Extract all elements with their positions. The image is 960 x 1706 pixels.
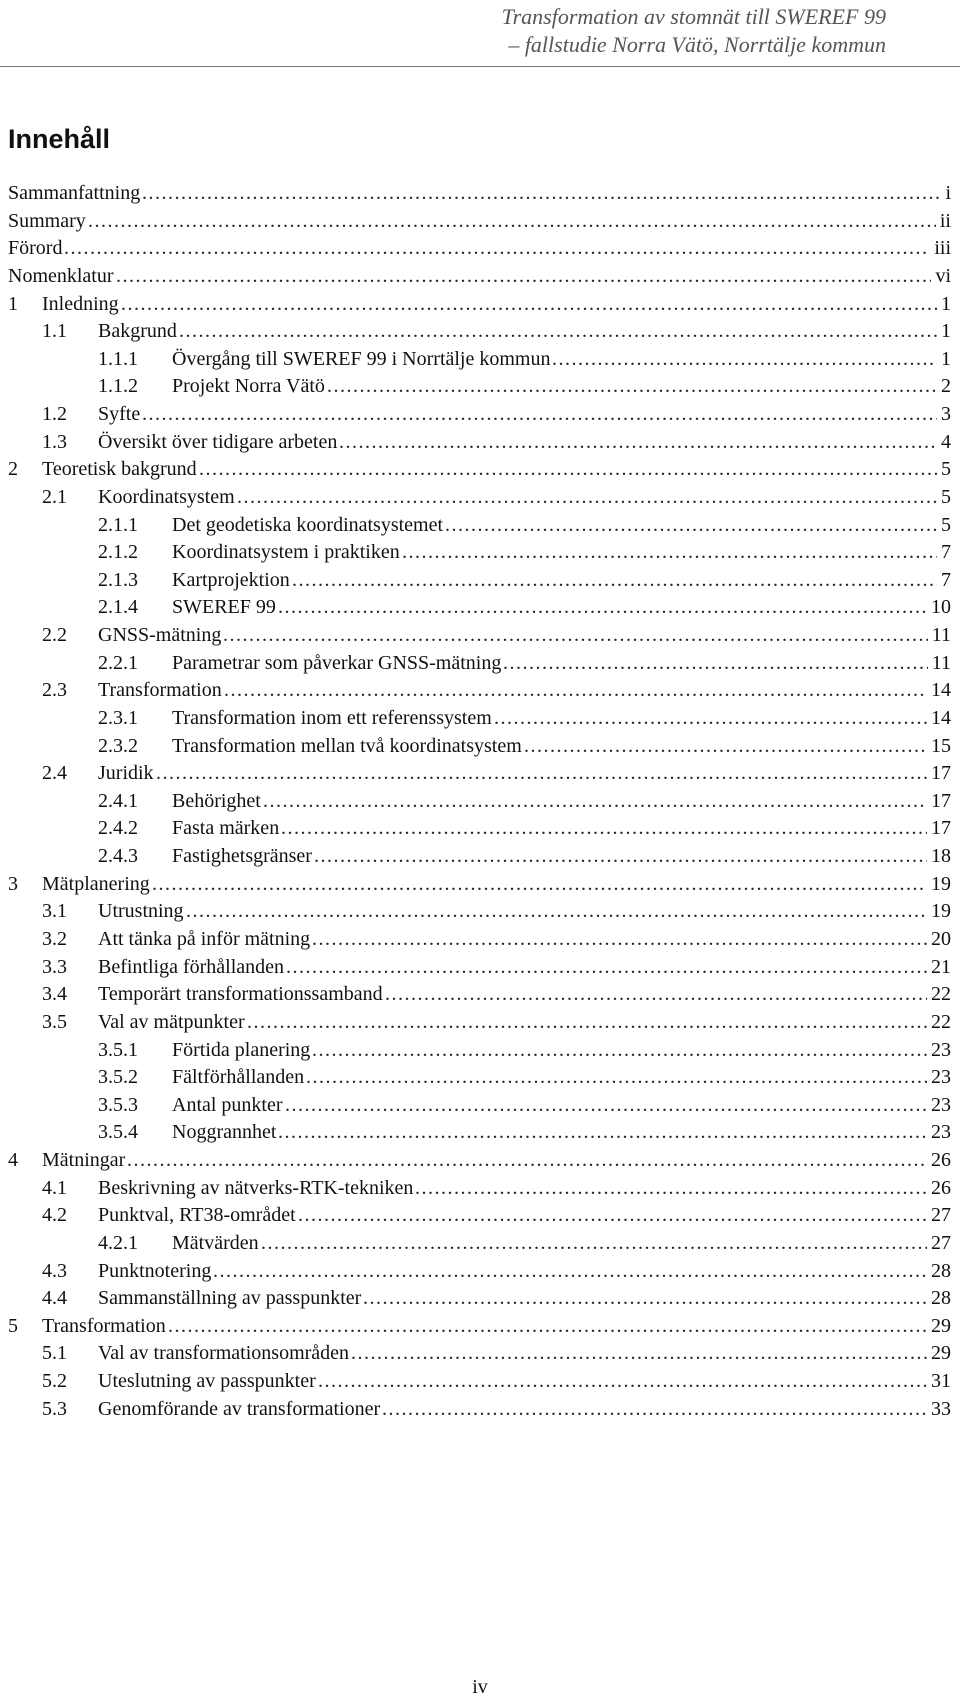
toc-entry[interactable] (0, 981, 960, 1007)
toc-entry-title: Fältförhållanden (172, 1066, 305, 1089)
toc-entry-page: 27 (931, 1204, 951, 1227)
toc-entry[interactable] (0, 843, 960, 869)
toc-entry-number: 4.2.1 (98, 1231, 138, 1254)
toc-entry-number: 2.1.4 (98, 596, 138, 619)
toc-dot-leader (152, 871, 927, 897)
toc-entry-title: Punktval, RT38-området (98, 1204, 296, 1227)
toc-entry-page: 22 (931, 1010, 951, 1033)
toc-dot-leader (278, 1119, 927, 1145)
toc-entry[interactable] (0, 263, 960, 289)
footer-page-number: iv (472, 1676, 488, 1698)
toc-entry-page: 29 (931, 1314, 951, 1337)
toc-entry-number: 2.4.3 (98, 845, 138, 868)
toc-dot-leader (142, 180, 941, 206)
toc-entry-page: 26 (931, 1176, 951, 1199)
toc-entry-number: 4.1 (42, 1176, 67, 1199)
toc-entry[interactable] (0, 235, 960, 261)
toc-entry-number: 2.1.1 (98, 513, 138, 536)
toc-entry-number: 2.4.2 (98, 817, 138, 840)
toc-entry-page: 22 (931, 983, 951, 1006)
toc-entry-title: GNSS-mätning (98, 624, 222, 647)
toc-entry[interactable] (0, 567, 960, 593)
toc-entry-title: Transformation mellan två koordinatsystem (172, 734, 522, 757)
toc-dot-leader (247, 1009, 927, 1035)
toc-entry[interactable] (0, 1092, 960, 1118)
toc-dot-leader (339, 429, 937, 455)
toc-entry[interactable] (0, 926, 960, 952)
toc-heading: Innehåll (8, 124, 111, 154)
toc-entry-title: Befintliga förhållanden (98, 955, 285, 978)
toc-dot-leader (318, 1368, 927, 1394)
toc-entry-page: 14 (931, 679, 951, 702)
toc-entry-number: 1.1.1 (98, 347, 138, 370)
toc-entry[interactable] (0, 539, 960, 565)
toc-entry-title: Fasta märken (172, 817, 280, 840)
toc-entry-page: 7 (941, 541, 951, 564)
toc-entry-title: Sammanfattning (8, 182, 141, 204)
toc-entry-title: Behörighet (172, 789, 261, 812)
toc-entry-number: 1.1 (42, 320, 67, 343)
toc-entry-title: Juridik (98, 762, 154, 785)
toc-entry-number: 2.3.2 (98, 734, 138, 757)
toc-entry-title: Kartprojektion (172, 568, 290, 591)
toc-entry[interactable] (0, 1396, 960, 1422)
toc-entry-title: Noggrannhet (172, 1121, 277, 1144)
toc-entry-number: 3.4 (42, 983, 67, 1006)
toc-entry-title: Teoretisk bakgrund (42, 458, 197, 481)
toc-entry-title: Val av mätpunkter (98, 1010, 245, 1033)
toc-entry-title: Temporärt transformationssamband (98, 983, 383, 1006)
toc-entry-number: 2.2 (42, 624, 67, 647)
toc-entry-page: 15 (931, 734, 951, 757)
toc-entry-page: 10 (931, 596, 951, 619)
toc-dot-leader (88, 208, 936, 234)
toc-entry[interactable] (0, 346, 960, 372)
toc-entry[interactable] (0, 1175, 960, 1201)
header-subtitle: – fallstudie Norra Vätö, Norrtälje kommun (508, 32, 886, 57)
toc-entry-title: Utrustning (98, 900, 184, 923)
toc-entry-page: 18 (931, 845, 951, 868)
toc-dot-leader (168, 1313, 927, 1339)
toc-dot-leader (445, 512, 937, 538)
toc-entry-page: 28 (931, 1287, 951, 1310)
toc-entry-title: Förord (8, 237, 63, 260)
toc-entry-number: 4.2 (42, 1204, 67, 1227)
toc-entry-number: 2.1.2 (98, 541, 138, 564)
toc-dot-leader (327, 373, 937, 399)
toc-entry-page: 23 (931, 1066, 951, 1089)
toc-entry-title: Mätvärden (172, 1231, 259, 1254)
toc-entry[interactable] (0, 1368, 960, 1394)
toc-entry-page: 11 (931, 651, 951, 674)
toc-entry-title: Övergång till SWEREF 99 i Norrtälje kommun (172, 347, 551, 370)
toc-dot-leader (312, 1037, 927, 1063)
toc-entry-number: 3.5.3 (98, 1093, 138, 1116)
toc-entry[interactable] (0, 373, 960, 399)
toc-entry[interactable] (0, 180, 960, 206)
toc-entry[interactable] (0, 760, 960, 786)
toc-dot-leader (494, 705, 927, 731)
toc-entry-title: Projekt Norra Vätö (172, 375, 325, 398)
toc-entry-number: 3.3 (42, 955, 67, 978)
toc-entry-title: Koordinatsystem i praktiken (172, 541, 400, 564)
toc-entry-number: 3.5.2 (98, 1066, 138, 1089)
toc-entry-page: 4 (941, 430, 951, 453)
toc-entry-number: 2 (8, 458, 18, 481)
toc-entry-page: 2 (941, 375, 951, 398)
toc-entry-page: vi (935, 264, 951, 287)
toc-entry[interactable] (0, 512, 960, 538)
toc-entry[interactable] (0, 815, 960, 841)
toc-dot-leader (292, 567, 937, 593)
toc-dot-leader (121, 291, 937, 317)
toc-entry-number: 1.3 (42, 430, 67, 453)
toc-dot-leader (224, 677, 927, 703)
toc-dot-leader (261, 1230, 927, 1256)
toc-entry-number: 2.1 (42, 485, 67, 508)
toc-dot-leader (285, 1092, 927, 1118)
toc-entry-page: 3 (941, 403, 951, 426)
toc-entry-page: 11 (931, 624, 951, 647)
toc-entry-title: Bakgrund (98, 320, 177, 343)
toc-entry-title: Nomenklatur (8, 264, 114, 287)
toc-entry-page: 27 (931, 1231, 951, 1254)
toc-entry-number: 2.2.1 (98, 651, 138, 674)
toc-entry[interactable] (0, 401, 960, 427)
toc-entry-page: 19 (931, 872, 951, 895)
toc-entry-title: Syfte (98, 403, 141, 426)
toc-entry-page: 29 (931, 1342, 951, 1365)
toc-entry-title: Att tänka på inför mätning (98, 928, 311, 950)
toc-entry[interactable] (0, 733, 960, 759)
toc-entry-page: 14 (931, 706, 951, 729)
toc-dot-leader (179, 318, 937, 344)
toc-entry-page: 19 (931, 900, 951, 923)
toc-dot-leader (116, 263, 931, 289)
toc-entry-page: 7 (941, 568, 951, 591)
toc-entry-number: 5.2 (42, 1370, 67, 1393)
running-header (0, 0, 960, 67)
toc-dot-leader (306, 1064, 927, 1090)
toc-entry-title: Inledning (42, 292, 119, 315)
toc-dot-leader (314, 843, 927, 869)
toc-entry-title: Det geodetiska koordinatsystemet (172, 513, 444, 536)
toc-entry[interactable] (0, 1340, 960, 1366)
toc-entry-number: 2.1.3 (98, 568, 138, 591)
toc-entry-page: iii (934, 237, 951, 260)
toc-entry-title: Genomförande av transformationer (98, 1397, 381, 1420)
toc-entry-number: 5.1 (42, 1342, 67, 1365)
toc-entry-page: 5 (941, 458, 951, 481)
toc-entry-page: ii (939, 209, 951, 232)
toc-entry-page: i (945, 182, 951, 204)
toc-entry[interactable] (0, 705, 960, 731)
toc-entry-number: 3.5 (42, 1010, 67, 1033)
toc-entry-number: 1.2 (42, 403, 67, 426)
toc-entry-title: Val av transformationsområden (98, 1342, 350, 1365)
toc-entry-page: 1 (941, 292, 951, 315)
toc-dot-leader (142, 401, 937, 427)
toc-dot-leader (64, 235, 930, 261)
toc-entry-title: Mätplanering (42, 872, 150, 895)
toc-entry[interactable] (0, 429, 960, 455)
toc-dot-leader (199, 456, 937, 482)
toc-dot-leader (402, 539, 937, 565)
toc-entry[interactable] (0, 1009, 960, 1035)
toc-entry-page: 20 (931, 928, 951, 950)
toc-entry[interactable] (0, 318, 960, 344)
toc-entry-title: Antal punkter (172, 1093, 283, 1116)
toc-entry[interactable] (0, 291, 960, 317)
toc-dot-leader (263, 788, 927, 814)
toc-entry[interactable] (0, 1064, 960, 1090)
toc-entry[interactable] (0, 1258, 960, 1284)
toc-entry-number: 3.5.1 (98, 1038, 138, 1061)
toc-entry[interactable] (0, 1313, 960, 1339)
toc-dot-leader (312, 926, 927, 952)
toc-entry-number: 4 (8, 1149, 18, 1172)
toc-entry[interactable] (0, 1202, 960, 1228)
toc-entry-title: Översikt över tidigare arbeten (98, 430, 338, 453)
toc-entry[interactable] (0, 622, 960, 648)
toc-entry-title: Parametrar som påverkar GNSS-mätning (172, 651, 502, 674)
toc-dot-leader (351, 1340, 927, 1366)
toc-dot-leader (552, 346, 937, 372)
toc-entry[interactable] (0, 898, 960, 924)
toc-entry-number: 5 (8, 1314, 18, 1337)
toc-entry[interactable] (0, 1230, 960, 1256)
toc-dot-leader (415, 1175, 927, 1201)
toc-entry-page: 23 (931, 1038, 951, 1061)
toc-dot-leader (213, 1258, 927, 1284)
toc-entry-title: Summary (8, 209, 86, 232)
toc-entry-number: 2.3 (42, 679, 67, 702)
toc-entry-page: 23 (931, 1121, 951, 1144)
toc-entry[interactable] (0, 1285, 960, 1311)
toc-entry-title: Förtida planering (172, 1038, 311, 1061)
toc-dot-leader (503, 650, 928, 676)
toc-entry-page: 5 (941, 513, 951, 536)
toc-entry-title: SWEREF 99 (172, 596, 276, 619)
toc-entry-page: 17 (931, 817, 951, 840)
toc-entry-title: Transformation (98, 679, 222, 702)
toc-entry[interactable] (0, 1119, 960, 1145)
toc-entry-page: 28 (931, 1259, 951, 1282)
toc-entry-number: 3 (8, 872, 18, 895)
toc-entry[interactable] (0, 1147, 960, 1173)
toc-entry-number: 3.1 (42, 900, 67, 923)
toc-dot-leader (385, 981, 927, 1007)
toc-entry-title: Koordinatsystem (98, 485, 235, 508)
toc-dot-leader (237, 484, 937, 510)
toc-dot-leader (156, 760, 927, 786)
toc-entry-number: 3.5.4 (98, 1121, 138, 1144)
toc-entry[interactable] (0, 484, 960, 510)
toc-entry-number: 1.1.2 (98, 375, 138, 398)
toc-entry-title: Punktnotering (98, 1259, 212, 1282)
toc-dot-leader (223, 622, 928, 648)
toc-entry[interactable] (0, 954, 960, 980)
toc-entry-page: 1 (941, 347, 951, 370)
toc-entry-page: 26 (931, 1149, 951, 1172)
toc-entry-page: 31 (931, 1370, 951, 1393)
toc-entry-title: Transformation (42, 1314, 166, 1337)
toc-entry[interactable] (0, 594, 960, 620)
toc-entry-title: Beskrivning av nätverks-RTK-tekniken (98, 1176, 414, 1199)
toc-entry-page: 5 (941, 485, 951, 508)
toc-entry-number: 2.4.1 (98, 789, 138, 812)
toc-dot-leader (127, 1147, 927, 1173)
toc-entry-number: 3.2 (42, 928, 67, 950)
toc-dot-leader (186, 898, 927, 924)
toc-dot-leader (382, 1396, 927, 1422)
toc-entry[interactable] (0, 208, 960, 234)
toc-entry-title: Transformation inom ett referenssystem (172, 706, 492, 729)
toc-dot-leader (363, 1285, 927, 1311)
toc-entry-page: 17 (931, 762, 951, 785)
toc-entry-number: 2.3.1 (98, 706, 138, 729)
toc-dot-leader (278, 594, 927, 620)
toc-entry-page: 17 (931, 789, 951, 812)
toc-entry-page: 23 (931, 1093, 951, 1116)
toc-entry[interactable] (0, 871, 960, 897)
toc-dot-leader (524, 733, 927, 759)
toc-dot-leader (281, 815, 927, 841)
toc-entry[interactable] (0, 677, 960, 703)
toc-entry-title: Sammanställning av passpunkter (98, 1287, 362, 1310)
toc-entry-page: 1 (941, 320, 951, 343)
toc-dot-leader (286, 954, 927, 980)
toc-entry-number: 4.3 (42, 1259, 67, 1282)
header-title: Transformation av stomnät till SWEREF 99 (501, 4, 886, 29)
toc-entry[interactable] (0, 650, 960, 676)
toc-entry-title: Mätningar (42, 1149, 126, 1172)
toc-entry[interactable] (0, 456, 960, 482)
toc-dot-leader (298, 1202, 927, 1228)
toc-entry[interactable] (0, 788, 960, 814)
toc-entry-title: Uteslutning av passpunkter (98, 1370, 316, 1393)
toc-entry-page: 21 (931, 955, 951, 978)
toc-entry-number: 2.4 (42, 762, 67, 785)
toc-entry[interactable] (0, 1037, 960, 1063)
toc-entry-page: 33 (931, 1397, 951, 1420)
toc-entry-number: 1 (8, 292, 18, 315)
toc-entry-number: 5.3 (42, 1397, 67, 1420)
toc-entry-title: Fastighetsgränser (172, 845, 312, 868)
toc-entry-number: 4.4 (42, 1287, 67, 1310)
